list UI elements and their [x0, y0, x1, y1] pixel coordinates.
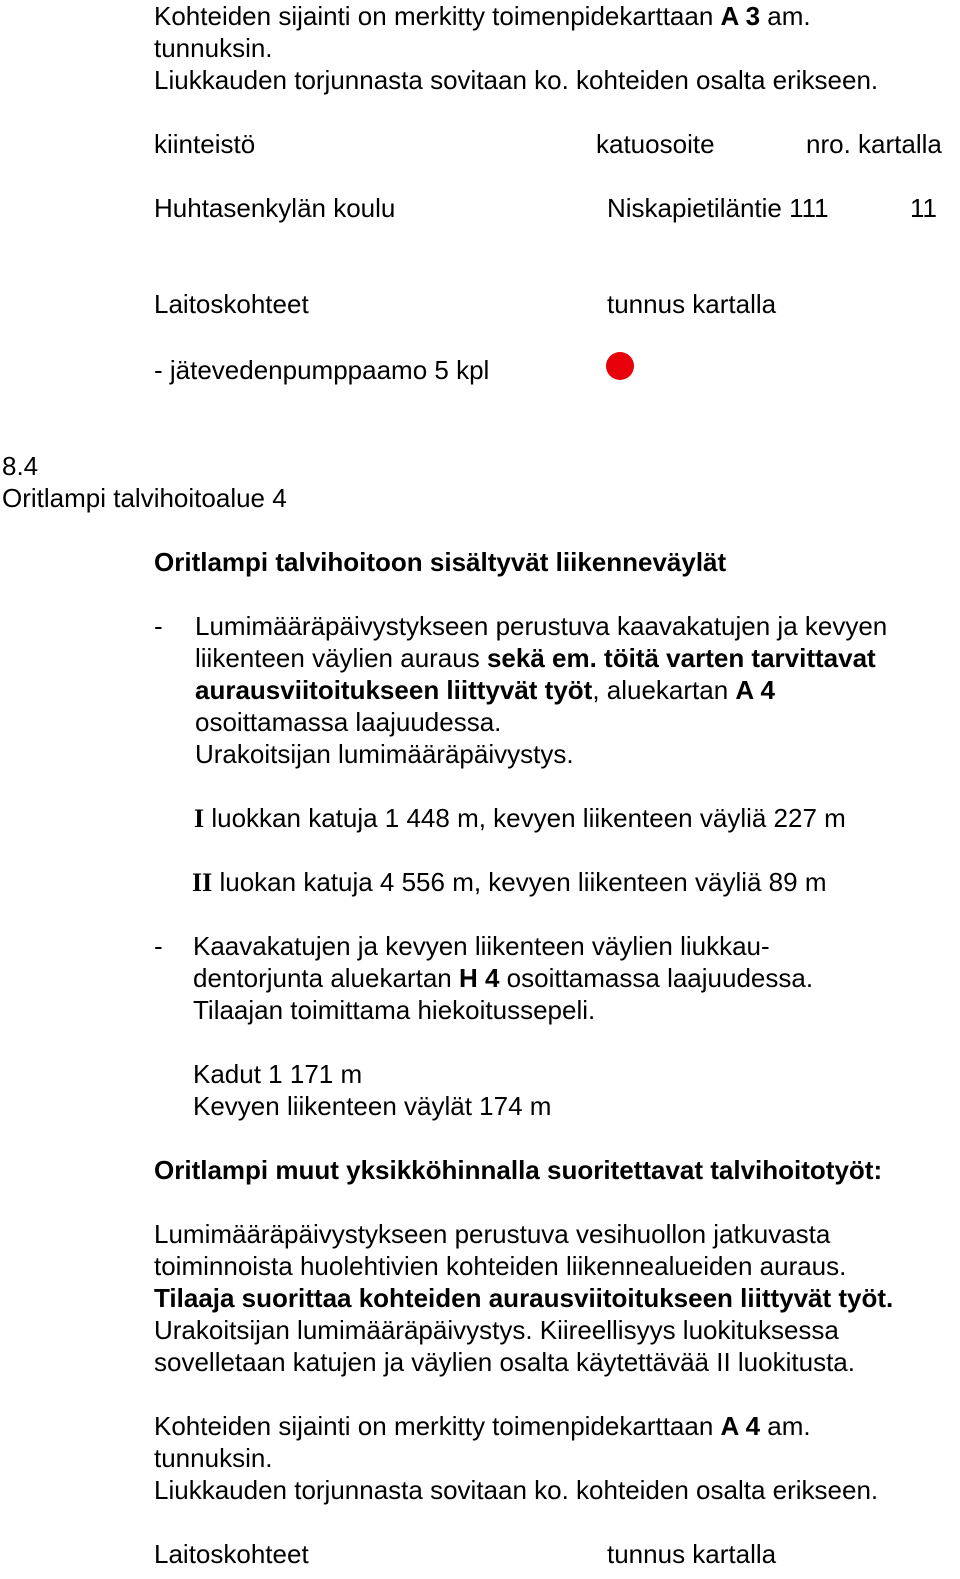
item2-line1: Kaavakatujen ja kevyen liikenteen väylien liukkau- [193, 931, 770, 961]
list-dash: - [154, 611, 163, 641]
location-note [154, 0, 811, 32]
slip-note: Liukkauden torjunnasta sovitaan ko. kohteiden osalta erikseen. [154, 1475, 879, 1505]
map-code: A 3 [720, 1, 761, 31]
facility-item: - jätevedenpumppaamo 5 kpl [154, 355, 490, 385]
item1-line3: aurausviitoitukseen liittyvät työt, aluekartan A 4 [195, 675, 775, 705]
slip-note: Liukkauden torjunnasta sovitaan ko. kohteiden osalta erikseen. [154, 65, 879, 95]
table-header-mapnum: nro. kartalla [806, 129, 942, 159]
item1-line5: Urakoitsijan lumimääräpäivystys. [195, 739, 574, 769]
section-heading-other-works: Oritlampi muut yksikköhinnalla suoritettavat talvihoitotyöt: [154, 1155, 883, 1185]
streets-length: Kadut 1 171 m [193, 1059, 363, 1089]
location-note-text: Kohteiden sijainti on merkitty toimenpidekarttaan [154, 1411, 721, 1441]
class-2-line: II luokan katuja 4 556 m, kevyen liikenteen väyliä 89 m [192, 867, 827, 897]
para-line1: Lumimääräpäivystykseen perustuva vesihuollon jatkuvasta [154, 1219, 831, 1249]
list-dash: - [154, 931, 163, 961]
facilities-map-id-header: tunnus kartalla [607, 289, 777, 319]
location-note [154, 1410, 811, 1442]
item2-line2: dentorjunta aluekartan H 4 osoittamassa laajuudessa. [193, 963, 814, 993]
location-note-text: Kohteiden sijainti on merkitty toimenpidekarttaan [154, 1, 721, 31]
section-heading-routes: Oritlampi talvihoitoon sisältyvät liikenneväylät [154, 547, 727, 577]
facilities-header: Laitoskohteet [154, 1539, 309, 1569]
item1-line2: liikenteen väylien auraus sekä em. töitä varten tarvittavat [195, 643, 876, 673]
class-1-line: I luokkan katuja 1 448 m, kevyen liikenteen väyliä 227 m [194, 803, 846, 833]
location-note-suffix: am. [760, 1411, 811, 1441]
location-note-suffix: am. [760, 1, 811, 31]
para-line4: Urakoitsijan lumimääräpäivystys. Kiireellisyys luokituksessa [154, 1315, 839, 1345]
red-dot-map-marker-icon [606, 352, 634, 380]
section-number: 8.4 [2, 451, 39, 481]
table-cell-address: Niskapietiläntie 111 [607, 193, 829, 223]
para-line2: toiminnoista huolehtivien kohteiden liikennealueiden auraus. [154, 1251, 847, 1281]
section-title: Oritlampi talvihoitoalue 4 [2, 483, 287, 513]
location-note-line2: tunnuksin. [154, 33, 273, 63]
table-header-property: kiinteistö [154, 129, 256, 159]
location-note-line2: tunnuksin. [154, 1443, 273, 1473]
table-cell-mapnum: 11 [910, 193, 937, 223]
facilities-map-id-header: tunnus kartalla [607, 1539, 777, 1569]
map-code: A 4 [720, 1411, 761, 1441]
para-line5: sovelletaan katujen ja väylien osalta käytettävää II luokitusta. [154, 1347, 855, 1377]
lightways-length: Kevyen liikenteen väylät 174 m [193, 1091, 552, 1121]
item1-line4: osoittamassa laajuudessa. [195, 707, 502, 737]
para-line3: Tilaaja suorittaa kohteiden aurausviitoitukseen liittyvät työt. [154, 1283, 894, 1313]
table-cell-property: Huhtasenkylän koulu [154, 193, 396, 223]
item1-line1: Lumimääräpäivystykseen perustuva kaavakatujen ja kevyen [195, 611, 888, 641]
table-header-address: katuosoite [596, 129, 715, 159]
item2-line3: Tilaajan toimittama hiekoitussepeli. [193, 995, 596, 1025]
facilities-header: Laitoskohteet [154, 289, 309, 319]
